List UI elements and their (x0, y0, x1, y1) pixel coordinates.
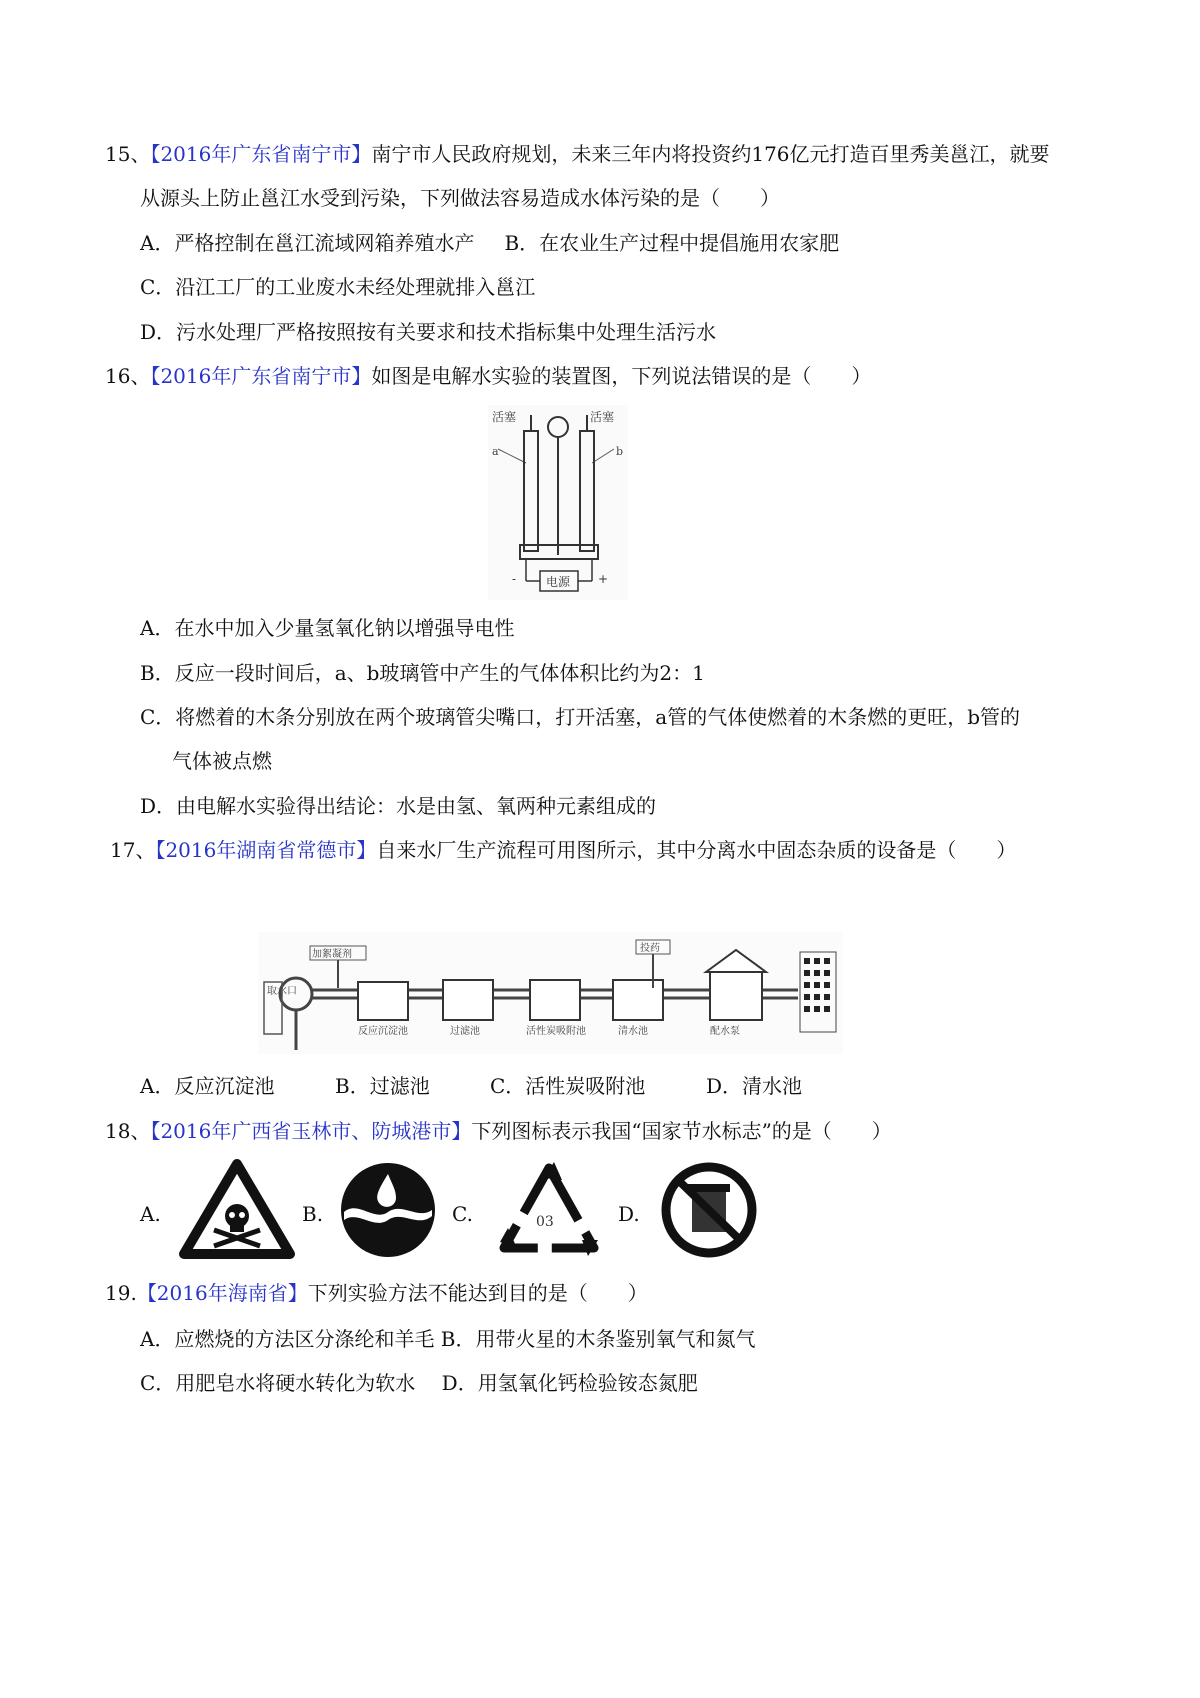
q19-source: 【2016年海南省】 (136, 1281, 308, 1305)
q16-option-b: B．反应一段时间后，a、b玻璃管中产生的气体体积比约为2：1 (140, 661, 705, 685)
electrolysis-apparatus-figure (488, 405, 628, 600)
recycle-icon (494, 1158, 604, 1262)
label-tube-a: a (492, 445, 499, 458)
q16-line1 (105, 362, 871, 390)
label-plus: + (598, 572, 609, 586)
q17-option-b: B．过滤池 (335, 1074, 430, 1098)
q19-number: 19. (105, 1281, 137, 1305)
q17-line1 (110, 836, 1016, 864)
label-tube-b: b (616, 445, 624, 458)
q17-option-c: C．活性炭吸附池 (490, 1074, 646, 1098)
label-chlorine: 投药 (640, 943, 660, 954)
q15-option-d: D．污水处理厂严格按照按有关要求和技术指标集中处理生活污水 (140, 320, 717, 344)
q17-option-d: D．清水池 (706, 1074, 803, 1098)
water-plant-flow-figure (258, 932, 843, 1054)
q16-option-a: A．在水中加入少量氢氧化钠以增强导电性 (140, 616, 515, 640)
q19-line1 (105, 1279, 648, 1307)
label-pump-station: 配水泵 (710, 1026, 740, 1037)
q18-option-b-label: B. (302, 1202, 324, 1226)
label-pool-carbon: 活性炭吸附池 (526, 1026, 586, 1037)
q19-options-ab: A．应燃烧的方法区分涤纶和羊毛 B．用带火星的木条鉴别氧气和氮气 (140, 1327, 756, 1351)
q16-option-d: D．由电解水实验得出结论：水是由氢、氧两种元素组成的 (140, 794, 657, 818)
water-saving-emblem-icon (338, 1160, 438, 1260)
q16-source: 【2016年广东省南宁市】 (150, 364, 372, 388)
q18-option-c-label: C. (452, 1202, 473, 1226)
q15-option-c: C．沿江工厂的工业废水未经处理就排入邕江 (140, 275, 536, 299)
q18-option-d-label: D. (618, 1202, 640, 1226)
q15-option-b: B．在农业生产过程中提倡施用农家肥 (504, 231, 840, 255)
q15-options-ab (140, 229, 839, 257)
q17-text1: 自来水厂生产流程可用图所示，其中分离水中固态杂质的设备是（ ） (376, 838, 1017, 862)
q16-option-c-line2: 气体被点燃 (172, 749, 272, 773)
q15-option-a: A．严格控制在邕江流域网箱养殖水产 (140, 231, 475, 255)
no-littering-icon (656, 1158, 762, 1262)
q19-text1: 下列实验方法不能达到目的是（ ） (307, 1281, 648, 1305)
q15-line1 (105, 140, 1050, 168)
q15-text1: 南宁市人民政府规划，未来三年内将投资约176亿元打造百里秀美邕江，就要 (371, 142, 1050, 166)
q15-text2: 从源头上防止邕江水受到污染，下列做法容易造成水体污染的是（ ） (140, 186, 780, 210)
recycle-code: 03 (536, 1214, 554, 1230)
q18-number: 18、 (105, 1119, 151, 1143)
q19-options-cd: C．用肥皂水将硬水转化为软水 D．用氢氧化钙检验铵态氮肥 (140, 1371, 698, 1395)
q18-source: 【2016年广西省玉林市、防城港市】 (150, 1119, 472, 1143)
q18-option-a-label: A. (140, 1202, 161, 1226)
q18-line1 (105, 1117, 892, 1145)
label-stopcock-left: 活塞 (492, 410, 517, 424)
label-pool-filter: 过滤池 (450, 1026, 480, 1037)
q17-source: 【2016年湖南省常德市】 (155, 838, 377, 862)
q15-source: 【2016年广东省南宁市】 (150, 142, 372, 166)
label-minus: - (512, 572, 517, 586)
label-pool-clear: 清水池 (618, 1026, 648, 1037)
label-flocculant: 加絮凝剂 (312, 949, 352, 960)
label-stopcock-right: 活塞 (590, 410, 615, 424)
q17-number: 17、 (110, 838, 156, 862)
label-power-source: 电源 (546, 575, 571, 589)
q18-text1: 下列图标表示我国“国家节水标志”的是（ ） (471, 1119, 892, 1143)
label-pool-sedimentation: 反应沉淀池 (358, 1026, 408, 1037)
toxic-warning-icon (178, 1158, 296, 1260)
q16-number: 16、 (105, 364, 151, 388)
label-intake: 取水口 (267, 986, 297, 997)
q15-number: 15、 (105, 142, 151, 166)
q16-text1: 如图是电解水实验的装置图，下列说法错误的是（ ） (371, 364, 872, 388)
q16-option-c-line1: C．将燃着的木条分别放在两个玻璃管尖嘴口，打开活塞，a管的气体使燃着的木条燃的更旺，b管的 (140, 705, 1021, 729)
q17-option-a: A．反应沉淀池 (140, 1074, 275, 1098)
